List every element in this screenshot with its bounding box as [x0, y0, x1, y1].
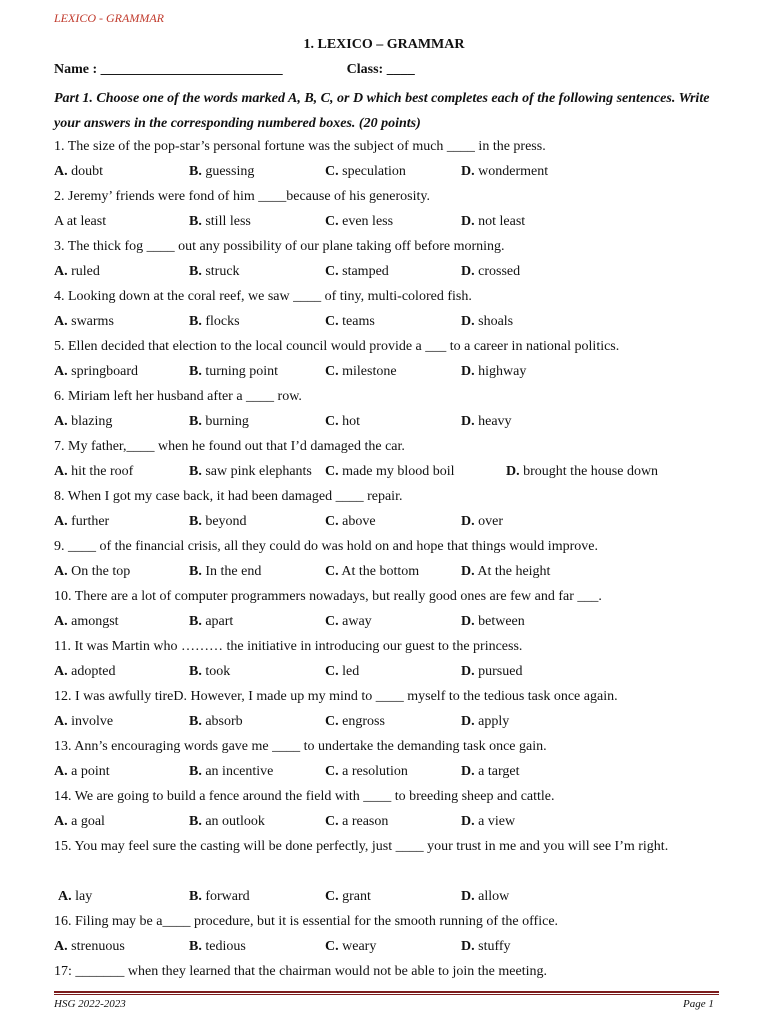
option-letter: A.	[54, 364, 68, 379]
option-15-d[interactable]	[461, 884, 509, 909]
question-3: 3. The thick fog ____ out any possibility of our plane taking off before morning.	[54, 239, 505, 254]
option-letter: D.	[461, 214, 475, 229]
option-text: still less	[201, 214, 251, 229]
option-6-c[interactable]	[325, 409, 360, 434]
option-13-c[interactable]	[325, 759, 408, 784]
page-number: Page 1	[683, 998, 714, 1010]
option-text: pursued	[474, 664, 523, 679]
option-15-c[interactable]	[325, 884, 371, 909]
question-13: 13. Ann’s encouraging words gave me ____ to undertake the demanding task once gain.	[54, 739, 547, 754]
option-letter: C.	[325, 314, 339, 329]
option-text: adopted	[67, 664, 116, 679]
option-7-b[interactable]	[189, 459, 312, 484]
option-text: involve	[67, 714, 114, 729]
option-letter: A.	[54, 764, 68, 779]
option-1-c[interactable]	[325, 159, 406, 184]
option-text: At the bottom	[338, 564, 420, 579]
option-9-c[interactable]	[325, 559, 419, 584]
option-letter: D.	[461, 814, 475, 829]
option-letter: A.	[54, 464, 68, 479]
option-text: amongst	[67, 614, 119, 629]
option-text: above	[338, 514, 376, 529]
option-8-d[interactable]	[461, 509, 503, 534]
name-class-line	[54, 62, 415, 78]
option-4-a[interactable]	[54, 309, 114, 334]
option-text: over	[474, 514, 504, 529]
option-14-c[interactable]	[325, 809, 388, 834]
option-text: teams	[338, 314, 375, 329]
option-3-a[interactable]	[54, 259, 100, 284]
name-label: Name : __________________________	[54, 62, 283, 77]
option-letter: C.	[325, 514, 339, 529]
option-text: a resolution	[338, 764, 408, 779]
footer-year: HSG 2022-2023	[54, 998, 126, 1010]
option-7-c[interactable]	[325, 459, 455, 484]
option-letter: A.	[54, 414, 68, 429]
question-13-options	[54, 759, 719, 784]
option-letter: A.	[54, 664, 68, 679]
option-1-a[interactable]	[54, 159, 103, 184]
option-letter: A.	[54, 814, 68, 829]
option-letter: A.	[54, 714, 68, 729]
option-text: saw pink elephants	[201, 464, 312, 479]
question-9-options	[54, 559, 719, 584]
question-8: 8. When I got my case back, it had been damaged ____ repair.	[54, 489, 403, 504]
option-letter: D.	[461, 939, 475, 954]
question-7: 7. My father,____ when he found out that I’d damaged the car.	[54, 439, 405, 454]
option-5-c[interactable]	[325, 359, 397, 384]
option-letter: A.	[54, 564, 68, 579]
option-letter: C.	[325, 164, 339, 179]
option-letter: C.	[325, 764, 339, 779]
option-text: tedious	[201, 939, 246, 954]
option-text: not least	[474, 214, 526, 229]
option-text: A at least	[54, 214, 107, 229]
question-14: 14. We are going to build a fence around the field with ____ to breeding sheep and cattle.	[54, 789, 555, 804]
option-text: flocks	[201, 314, 240, 329]
question-list	[54, 134, 719, 984]
option-text: springboard	[67, 364, 139, 379]
question-11: 11. It was Martin who ……… the initiative in introducing our guest to the princess.	[54, 639, 523, 654]
option-text: a point	[67, 764, 110, 779]
option-letter: A.	[54, 939, 68, 954]
option-text: an incentive	[201, 764, 274, 779]
option-14-a[interactable]	[54, 809, 105, 834]
question-8-options	[54, 509, 719, 534]
option-letter: A.	[54, 514, 68, 529]
question-3-options	[54, 259, 719, 284]
option-7-a[interactable]	[54, 459, 133, 484]
option-text: further	[67, 514, 110, 529]
question-12: 12. I was awfully tireD. However, I made up my mind to ____ myself to the tedious task once again.	[54, 689, 618, 704]
question-14-options	[54, 809, 719, 834]
option-8-a[interactable]	[54, 509, 109, 534]
option-letter: C.	[325, 214, 339, 229]
option-letter: C.	[325, 464, 339, 479]
option-letter: A.	[54, 164, 68, 179]
option-10-b[interactable]	[189, 609, 233, 634]
option-3-b[interactable]	[189, 259, 240, 284]
option-6-b[interactable]	[189, 409, 249, 434]
option-text: engross	[338, 714, 385, 729]
option-letter: D.	[461, 614, 475, 629]
option-text: wonderment	[474, 164, 549, 179]
option-text: blazing	[67, 414, 113, 429]
part-instruction: Part 1. Choose one of the words marked A, B, C, or D which best completes each of the following sentences. Write your answers in the corresponding numbered boxes. (20 points)	[54, 91, 710, 131]
question-17: 17: _______ when they learned that the chairman would not be able to join the meeting.	[54, 964, 547, 979]
option-6-d[interactable]	[461, 409, 512, 434]
option-letter: D.	[461, 714, 475, 729]
option-letter: C.	[325, 614, 339, 629]
option-text: absorb	[201, 714, 243, 729]
option-text: hit the roof	[67, 464, 134, 479]
option-text: a view	[474, 814, 516, 829]
option-letter: D.	[461, 564, 475, 579]
option-4-d[interactable]	[461, 309, 513, 334]
footer-divider	[54, 991, 719, 993]
option-letter: B.	[189, 164, 202, 179]
option-12-c[interactable]	[325, 709, 385, 734]
option-letter: D.	[461, 364, 475, 379]
option-text: crossed	[474, 264, 521, 279]
option-9-d[interactable]	[461, 559, 550, 584]
option-text: milestone	[338, 364, 397, 379]
option-text: between	[474, 614, 525, 629]
option-letter: C.	[325, 564, 339, 579]
option-1-b[interactable]	[189, 159, 254, 184]
option-text: turning point	[201, 364, 279, 379]
question-6-options	[54, 409, 719, 434]
option-letter: B.	[189, 314, 202, 329]
option-text: brought the house down	[519, 464, 659, 479]
option-text: speculation	[338, 164, 406, 179]
option-letter: C.	[325, 889, 339, 904]
option-11-d[interactable]	[461, 659, 522, 684]
option-letter: B.	[189, 214, 202, 229]
option-text: beyond	[201, 514, 247, 529]
option-5-a[interactable]	[54, 359, 138, 384]
option-11-b[interactable]	[189, 659, 230, 684]
option-16-d[interactable]	[461, 934, 511, 959]
option-text: In the end	[201, 564, 262, 579]
option-letter: C.	[325, 264, 339, 279]
question-2: 2. Jeremy’ friends were fond of him ____because of his generosity.	[54, 189, 430, 204]
option-text: even less	[338, 214, 394, 229]
option-text: hot	[338, 414, 361, 429]
option-3-c[interactable]	[325, 259, 389, 284]
option-13-b[interactable]	[189, 759, 273, 784]
option-text: led	[338, 664, 360, 679]
option-letter: B.	[189, 264, 202, 279]
option-text: doubt	[67, 164, 104, 179]
option-letter: C.	[325, 664, 339, 679]
option-13-a[interactable]	[54, 759, 110, 784]
option-text: struck	[201, 264, 240, 279]
option-6-a[interactable]	[54, 409, 112, 434]
option-text: allow	[474, 889, 510, 904]
option-4-b[interactable]	[189, 309, 240, 334]
option-text: apart	[201, 614, 234, 629]
question-11-options	[54, 659, 719, 684]
question-10-options	[54, 609, 719, 634]
option-text: an outlook	[201, 814, 265, 829]
option-letter: C.	[325, 714, 339, 729]
option-letter: D.	[461, 889, 475, 904]
option-5-b[interactable]	[189, 359, 278, 384]
option-10-d[interactable]	[461, 609, 525, 634]
option-text: guessing	[201, 164, 255, 179]
option-1-d[interactable]	[461, 159, 548, 184]
option-letter: B.	[189, 764, 202, 779]
option-text: apply	[474, 714, 510, 729]
option-5-d[interactable]	[461, 359, 526, 384]
option-letter: D.	[461, 764, 475, 779]
question-1: 1. The size of the pop-star’s personal fortune was the subject of much ____ in the press.	[54, 139, 546, 154]
option-2-a[interactable]	[54, 209, 106, 234]
question-10: 10. There are a lot of computer programmers nowadays, but really good ones are few and far ___.	[54, 589, 602, 604]
option-text: highway	[474, 364, 527, 379]
option-12-d[interactable]	[461, 709, 509, 734]
option-letter: D.	[506, 464, 520, 479]
option-7-d[interactable]	[506, 459, 658, 484]
question-5-options	[54, 359, 719, 384]
question-5: 5. Ellen decided that election to the local council would provide a ___ to a career in national politics.	[54, 339, 620, 354]
option-15-a[interactable]	[58, 884, 92, 909]
option-4-c[interactable]	[325, 309, 375, 334]
question-4: 4. Looking down at the coral reef, we saw ____ of tiny, multi-colored fish.	[54, 289, 472, 304]
question-16: 16. Filing may be a____ procedure, but it is essential for the smooth running of the office.	[54, 914, 559, 929]
option-text: burning	[201, 414, 249, 429]
option-16-c[interactable]	[325, 934, 376, 959]
question-15-options	[54, 884, 719, 909]
option-11-a[interactable]	[54, 659, 115, 684]
option-16-b[interactable]	[189, 934, 246, 959]
option-9-a[interactable]	[54, 559, 130, 584]
option-letter: A.	[54, 264, 68, 279]
option-2-b[interactable]	[189, 209, 251, 234]
option-2-d[interactable]	[461, 209, 525, 234]
option-12-b[interactable]	[189, 709, 243, 734]
option-text: weary	[338, 939, 377, 954]
option-letter: B.	[189, 814, 202, 829]
option-text: a reason	[338, 814, 389, 829]
option-letter: B.	[189, 564, 202, 579]
option-letter: B.	[189, 464, 202, 479]
option-letter: C.	[325, 814, 339, 829]
question-2-options	[54, 209, 719, 234]
option-14-b[interactable]	[189, 809, 265, 834]
option-text: a goal	[67, 814, 105, 829]
option-text: shoals	[474, 314, 514, 329]
option-13-d[interactable]	[461, 759, 519, 784]
option-16-a[interactable]	[54, 934, 125, 959]
option-letter: D.	[461, 164, 475, 179]
option-11-c[interactable]	[325, 659, 359, 684]
option-15-b[interactable]	[189, 884, 250, 909]
option-text: strenuous	[67, 939, 125, 954]
question-12-options	[54, 709, 719, 734]
option-letter: B.	[189, 414, 202, 429]
option-text: ruled	[67, 264, 100, 279]
option-8-c[interactable]	[325, 509, 376, 534]
option-text: made my blood boil	[338, 464, 455, 479]
option-12-a[interactable]	[54, 709, 113, 734]
option-3-d[interactable]	[461, 259, 520, 284]
option-letter: A.	[54, 314, 68, 329]
question-6: 6. Miriam left her husband after a ____ row.	[54, 389, 302, 404]
option-letter: B.	[189, 939, 202, 954]
option-letter: D.	[461, 314, 475, 329]
option-9-b[interactable]	[189, 559, 261, 584]
option-letter: C.	[325, 939, 339, 954]
option-letter: B.	[189, 664, 202, 679]
header-tag: LEXICO - GRAMMAR	[54, 11, 164, 25]
option-letter: B.	[189, 364, 202, 379]
option-2-c[interactable]	[325, 209, 393, 234]
option-letter: A.	[54, 614, 68, 629]
option-letter: B.	[189, 714, 202, 729]
option-14-d[interactable]	[461, 809, 515, 834]
class-label: Class: ____	[346, 62, 415, 77]
page-title: 1. LEXICO – GRAMMAR	[303, 37, 465, 52]
option-text: stamped	[338, 264, 389, 279]
option-text: a target	[474, 764, 520, 779]
option-letter: C.	[325, 414, 339, 429]
footer-divider-thin	[54, 994, 719, 995]
question-4-options	[54, 309, 719, 334]
option-text: On the top	[67, 564, 131, 579]
question-16-options	[54, 934, 719, 959]
option-text: lay	[71, 889, 93, 904]
option-letter: B.	[189, 614, 202, 629]
option-letter: D.	[461, 264, 475, 279]
option-letter: D.	[461, 414, 475, 429]
option-text: stuffy	[474, 939, 511, 954]
option-8-b[interactable]	[189, 509, 247, 534]
option-letter: B.	[189, 889, 202, 904]
question-15: 15. You may feel sure the casting will be done perfectly, just ____ your trust in me and you will see I’m right.	[54, 839, 669, 854]
option-10-a[interactable]	[54, 609, 119, 634]
option-text: grant	[338, 889, 371, 904]
option-letter: D.	[461, 514, 475, 529]
option-text: swarms	[67, 314, 114, 329]
question-1-options	[54, 159, 719, 184]
option-text: heavy	[474, 414, 512, 429]
option-letter: B.	[189, 514, 202, 529]
option-text: forward	[201, 889, 250, 904]
question-7-options	[54, 459, 719, 484]
option-text: away	[338, 614, 372, 629]
option-text: took	[201, 664, 231, 679]
option-letter: D.	[461, 664, 475, 679]
option-10-c[interactable]	[325, 609, 372, 634]
option-text: At the height	[474, 564, 551, 579]
option-letter: A.	[58, 889, 72, 904]
question-9: 9. ____ of the financial crisis, all they could do was hold on and hope that things would improve.	[54, 539, 598, 554]
option-letter: C.	[325, 364, 339, 379]
